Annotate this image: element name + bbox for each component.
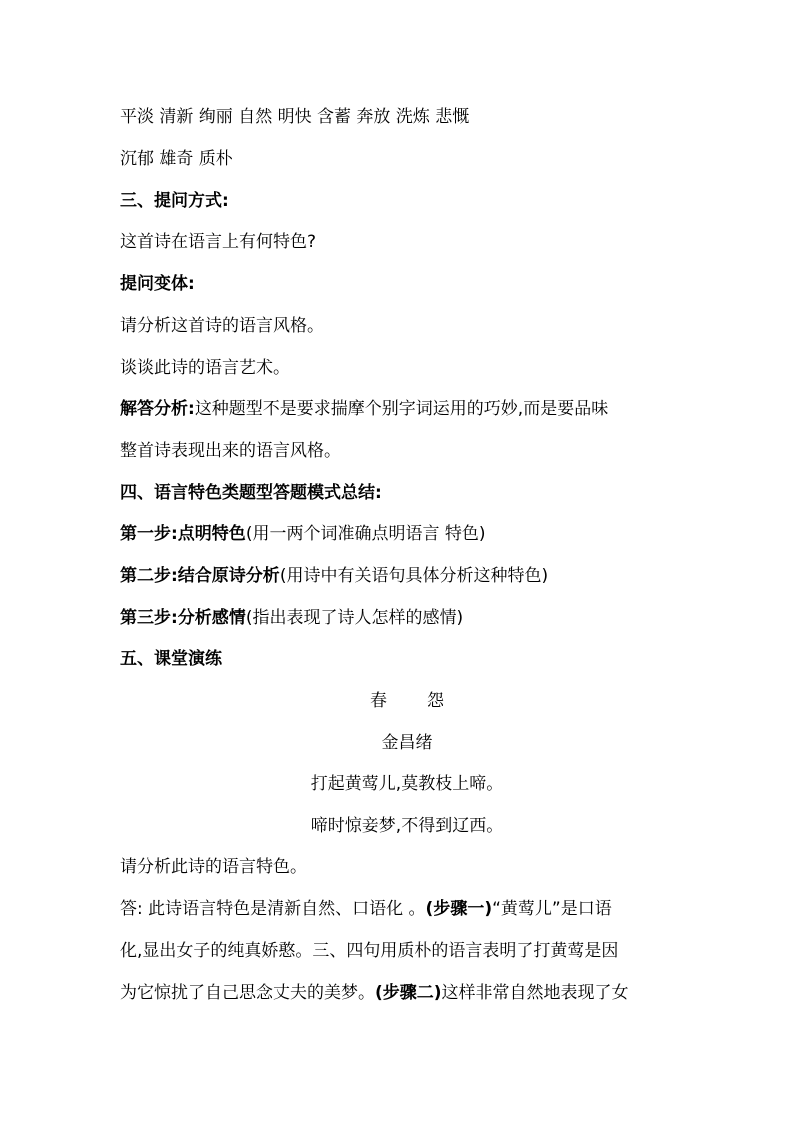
answer-line-1 [120,898,680,920]
answer-line-2: 化,显出女子的纯真娇憨。三、四句用质朴的语言表明了打黄莺是因 [120,941,619,961]
analysis-label: 解答分析: [120,399,195,419]
analysis-paragraph-line-2: 整首诗表现出来的语言风格。 [120,441,341,461]
section-3-heading: 三、提问方式: [120,191,229,211]
step-1-text: (用一两个词准确点明语言 特色) [245,524,486,544]
question-variants-heading: 提问变体: [120,274,195,294]
answer-1a: 答: 此诗语言特色是清新自然、口语化 。 [120,899,426,919]
step-3 [120,607,680,629]
section-5-heading: 五、课堂演练 [120,649,222,669]
step-2-text: (用诗中有关语句具体分析这种特色) [279,566,549,586]
analysis-paragraph-line-1 [120,398,680,420]
question-variant-1: 请分析这首诗的语言风格。 [120,316,324,336]
poem-line-2: 啼时惊妾梦,不得到辽西。 [310,816,504,836]
answer-step-2-marker: (步骤二) [375,983,442,1003]
poem-line-1: 打起黄莺儿,莫教枝上啼。 [310,774,504,794]
step-2-label: 第二步:结合原诗分析 [120,566,280,586]
answer-3a: 为它惊扰了自己思念丈夫的美梦。 [120,983,375,1003]
step-3-label: 第三步:分析感情 [120,608,246,628]
step-2 [120,565,680,587]
answer-step-1-marker: (步骤一) [425,899,493,919]
step-1 [120,523,680,545]
question-text: 这首诗在语言上有何特色? [120,232,317,252]
section-4-heading: 四、语言特色类题型答题模式总结: [120,483,382,503]
question-variant-2: 谈谈此诗的语言艺术。 [120,358,290,378]
poem-title [120,690,694,712]
analysis-text-1: 这种题型不是要求揣摩个别字词运用的巧妙,而是要品味 [194,399,609,419]
style-words-line-2: 沉郁 雄奇 质朴 [120,149,233,169]
step-3-text: (指出表现了诗人怎样的感情) [245,608,464,628]
answer-line-3 [120,982,680,1004]
practice-task: 请分析此诗的语言特色。 [120,857,307,877]
answer-1c: “黄莺儿”是口语 [492,899,612,919]
answer-3c: 这样非常自然地表现了女 [441,983,629,1003]
step-1-label: 第一步:点明特色 [120,524,246,544]
poem-title-char-1: 春 [370,691,387,711]
poem-title-char-2: 怨 [427,691,444,711]
style-words-line-1: 平淡 清新 绚丽 自然 明快 含蓄 奔放 洗炼 悲慨 [120,107,470,127]
poem-author: 金昌绪 [381,733,433,753]
